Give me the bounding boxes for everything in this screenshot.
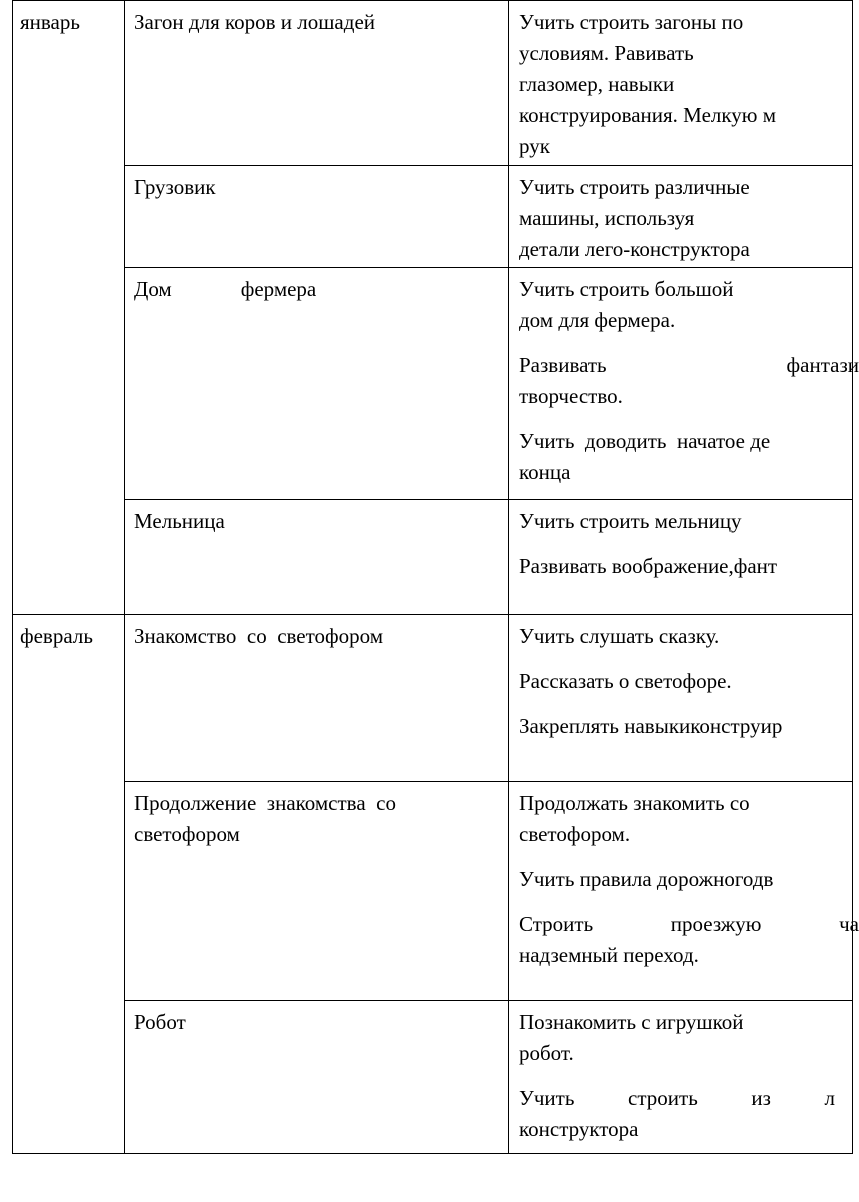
goal-word: Развивать (519, 353, 607, 377)
goal-cell (509, 615, 853, 782)
goal-line: Учить строить большой (519, 277, 734, 301)
goal-line: Учить правила дорожногодв (519, 867, 774, 891)
goal-line: конструирования. Мелкую м (519, 103, 777, 127)
goal-paragraph (519, 788, 852, 850)
goal-word: Учить (519, 1086, 575, 1110)
topic-label: светофором (134, 822, 240, 846)
goal-line: Продолжать знакомить со (519, 791, 750, 815)
goal-cell (509, 782, 859, 1001)
goal-line: светофором. (519, 822, 631, 846)
goal-paragraph (519, 1083, 852, 1145)
goal-cell (509, 500, 853, 615)
goal-line: условиям. Равивать (519, 41, 694, 65)
goal-line-justified (519, 1083, 835, 1114)
topic-cell (125, 500, 509, 615)
goal-line: дом для фермера. (519, 308, 676, 332)
goal-paragraph (519, 274, 852, 336)
topic-label: Грузовик (134, 175, 216, 199)
goal-paragraph (519, 711, 852, 742)
goal-line: детали лего-конструктора (519, 237, 750, 261)
goal-line-justified (519, 350, 859, 381)
goal-line: Учить строить загоны по (519, 10, 744, 34)
goal-paragraph (519, 551, 852, 582)
goal-paragraph (519, 864, 852, 895)
table-row (13, 1, 853, 166)
goal-cell (509, 1, 853, 166)
goal-cell (509, 268, 859, 500)
goal-word: строить (628, 1086, 698, 1110)
goal-word: л (824, 1086, 835, 1110)
goal-cell (509, 1001, 853, 1154)
topic-label: Знакомство со светофором (134, 624, 384, 648)
goal-line: Учить доводить начатое де (519, 429, 771, 453)
goal-line-justified (519, 909, 859, 940)
goal-line: Закреплять навыкиконструир (519, 714, 783, 738)
goal-line: надземный переход. (519, 943, 699, 967)
goal-line: конструктора (519, 1117, 639, 1141)
goal-paragraph (519, 506, 852, 537)
goal-paragraph (519, 909, 859, 971)
table-row (13, 1001, 853, 1154)
lesson-plan-table (12, 0, 859, 1154)
topic-cell (125, 166, 509, 268)
goal-line: творчество. (519, 384, 623, 408)
goal-paragraph (519, 1007, 852, 1069)
topic-label: Дом фермера (134, 277, 317, 301)
month-cell-january (13, 1, 125, 615)
month-label: январь (20, 10, 80, 34)
topic-label: Мельница (134, 509, 225, 533)
goal-paragraph (519, 426, 852, 488)
table-row (13, 166, 853, 268)
goal-word: фантази (786, 353, 859, 377)
month-label: февраль (20, 624, 93, 648)
goal-word: проезжую (670, 912, 762, 936)
goal-line: Познакомить с игрушкой (519, 1010, 744, 1034)
table-row (13, 615, 853, 782)
goal-line: машины, используя (519, 206, 695, 230)
goal-paragraph (519, 621, 852, 652)
topic-cell (125, 615, 509, 782)
table-row (13, 782, 853, 1001)
goal-line: Учить слушать сказку. (519, 624, 720, 648)
topic-cell (125, 1001, 509, 1154)
goal-paragraph (519, 666, 852, 697)
goal-word: Строить (519, 912, 594, 936)
goal-line: робот. (519, 1041, 574, 1065)
goal-line: Учить строить различные (519, 175, 750, 199)
topic-cell (125, 782, 509, 1001)
topic-label: Робот (134, 1010, 186, 1034)
goal-word: ча (839, 912, 859, 936)
goal-line: Развивать воображение,фант (519, 554, 778, 578)
table-row (13, 500, 853, 615)
goal-cell (509, 166, 853, 268)
goal-line: глазомер, навыки (519, 72, 675, 96)
goal-line: Рассказать о светофоре. (519, 669, 732, 693)
goal-line: Учить строить мельницу (519, 509, 742, 533)
topic-label: Продолжение знакомства со (134, 791, 396, 815)
goal-paragraph (519, 350, 859, 412)
topic-cell (125, 268, 509, 500)
table-row (13, 268, 853, 500)
topic-cell (125, 1, 509, 166)
goal-line: конца (519, 460, 571, 484)
goal-paragraph (519, 172, 852, 265)
goal-paragraph (519, 7, 852, 162)
goal-word: из (751, 1086, 771, 1110)
topic-label: Загон для коров и лошадей (134, 10, 375, 34)
month-cell-february (13, 615, 125, 1154)
goal-line: рук (519, 134, 550, 158)
